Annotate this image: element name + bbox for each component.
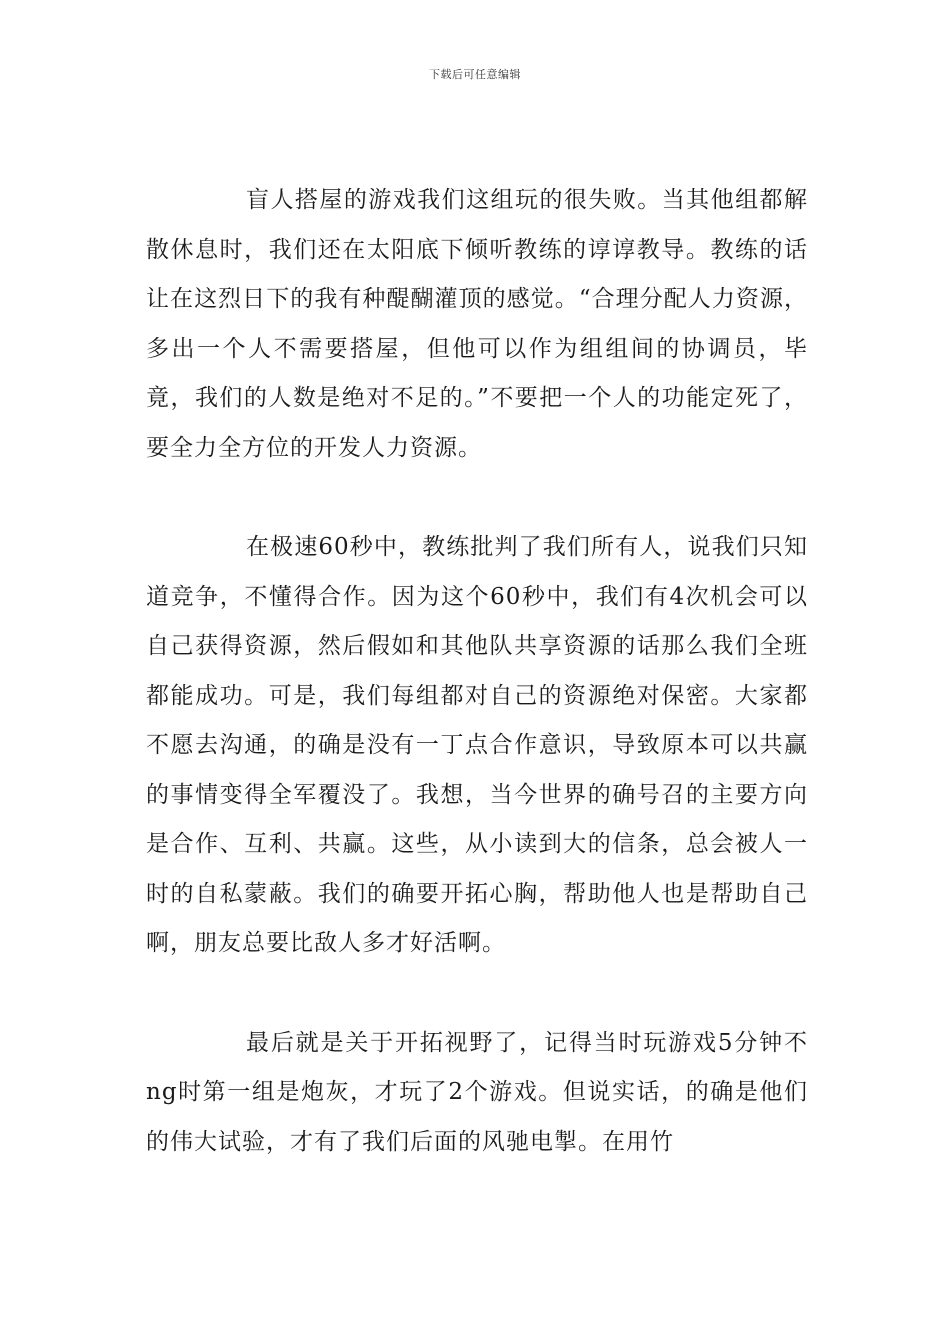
paragraph-spacer	[146, 969, 808, 1019]
paragraph-2: 在极速60秒中，教练批判了我们所有人，说我们只知道竞争，不懂得合作。因为这个60秒中，我们有4次机会可以自己获得资源，然后假如和其他队共享资源的话那么我们全班都能成功。可是，我们每组都对自己的资源绝对保密。大家都不愿去沟通，的确是没有一丁点合作意识，导致原本可以共赢的事情变得全军覆没了。我想，当今世界的确号召的主要方向是合作、互利、共赢。这些，从小读到大的信条，总会被人一时的自私蒙蔽。我们的确要开拓心胸，帮助他人也是帮助自己啊，朋友总要比敌人多才好活啊。	[146, 534, 808, 956]
paragraph-1: 盲人搭屋的游戏我们这组玩的很失败。当其他组都解散休息时，我们还在太阳底下倾听教练的谆谆教导。教练的话让在这烈日下的我有种醍醐灌顶的感觉。“合理分配人力资源，多出一个人不需要搭屋，但他可以作为组组间的协调员，毕竟，我们的人数是绝对不足的。”不要把一个人的功能定死了，要全力全方位的开发人力资源。	[146, 187, 808, 461]
page-header: 下载后可任意编辑	[429, 68, 521, 81]
document-body	[146, 176, 808, 1167]
paragraph-3: 最后就是关于开拓视野了，记得当时玩游戏5分钟不ng时第一组是炮灰，才玩了2个游戏。但说实话，的确是他们的伟大试验，才有了我们后面的风驰电掣。在用竹	[146, 1029, 808, 1155]
paragraph-spacer	[146, 473, 808, 523]
